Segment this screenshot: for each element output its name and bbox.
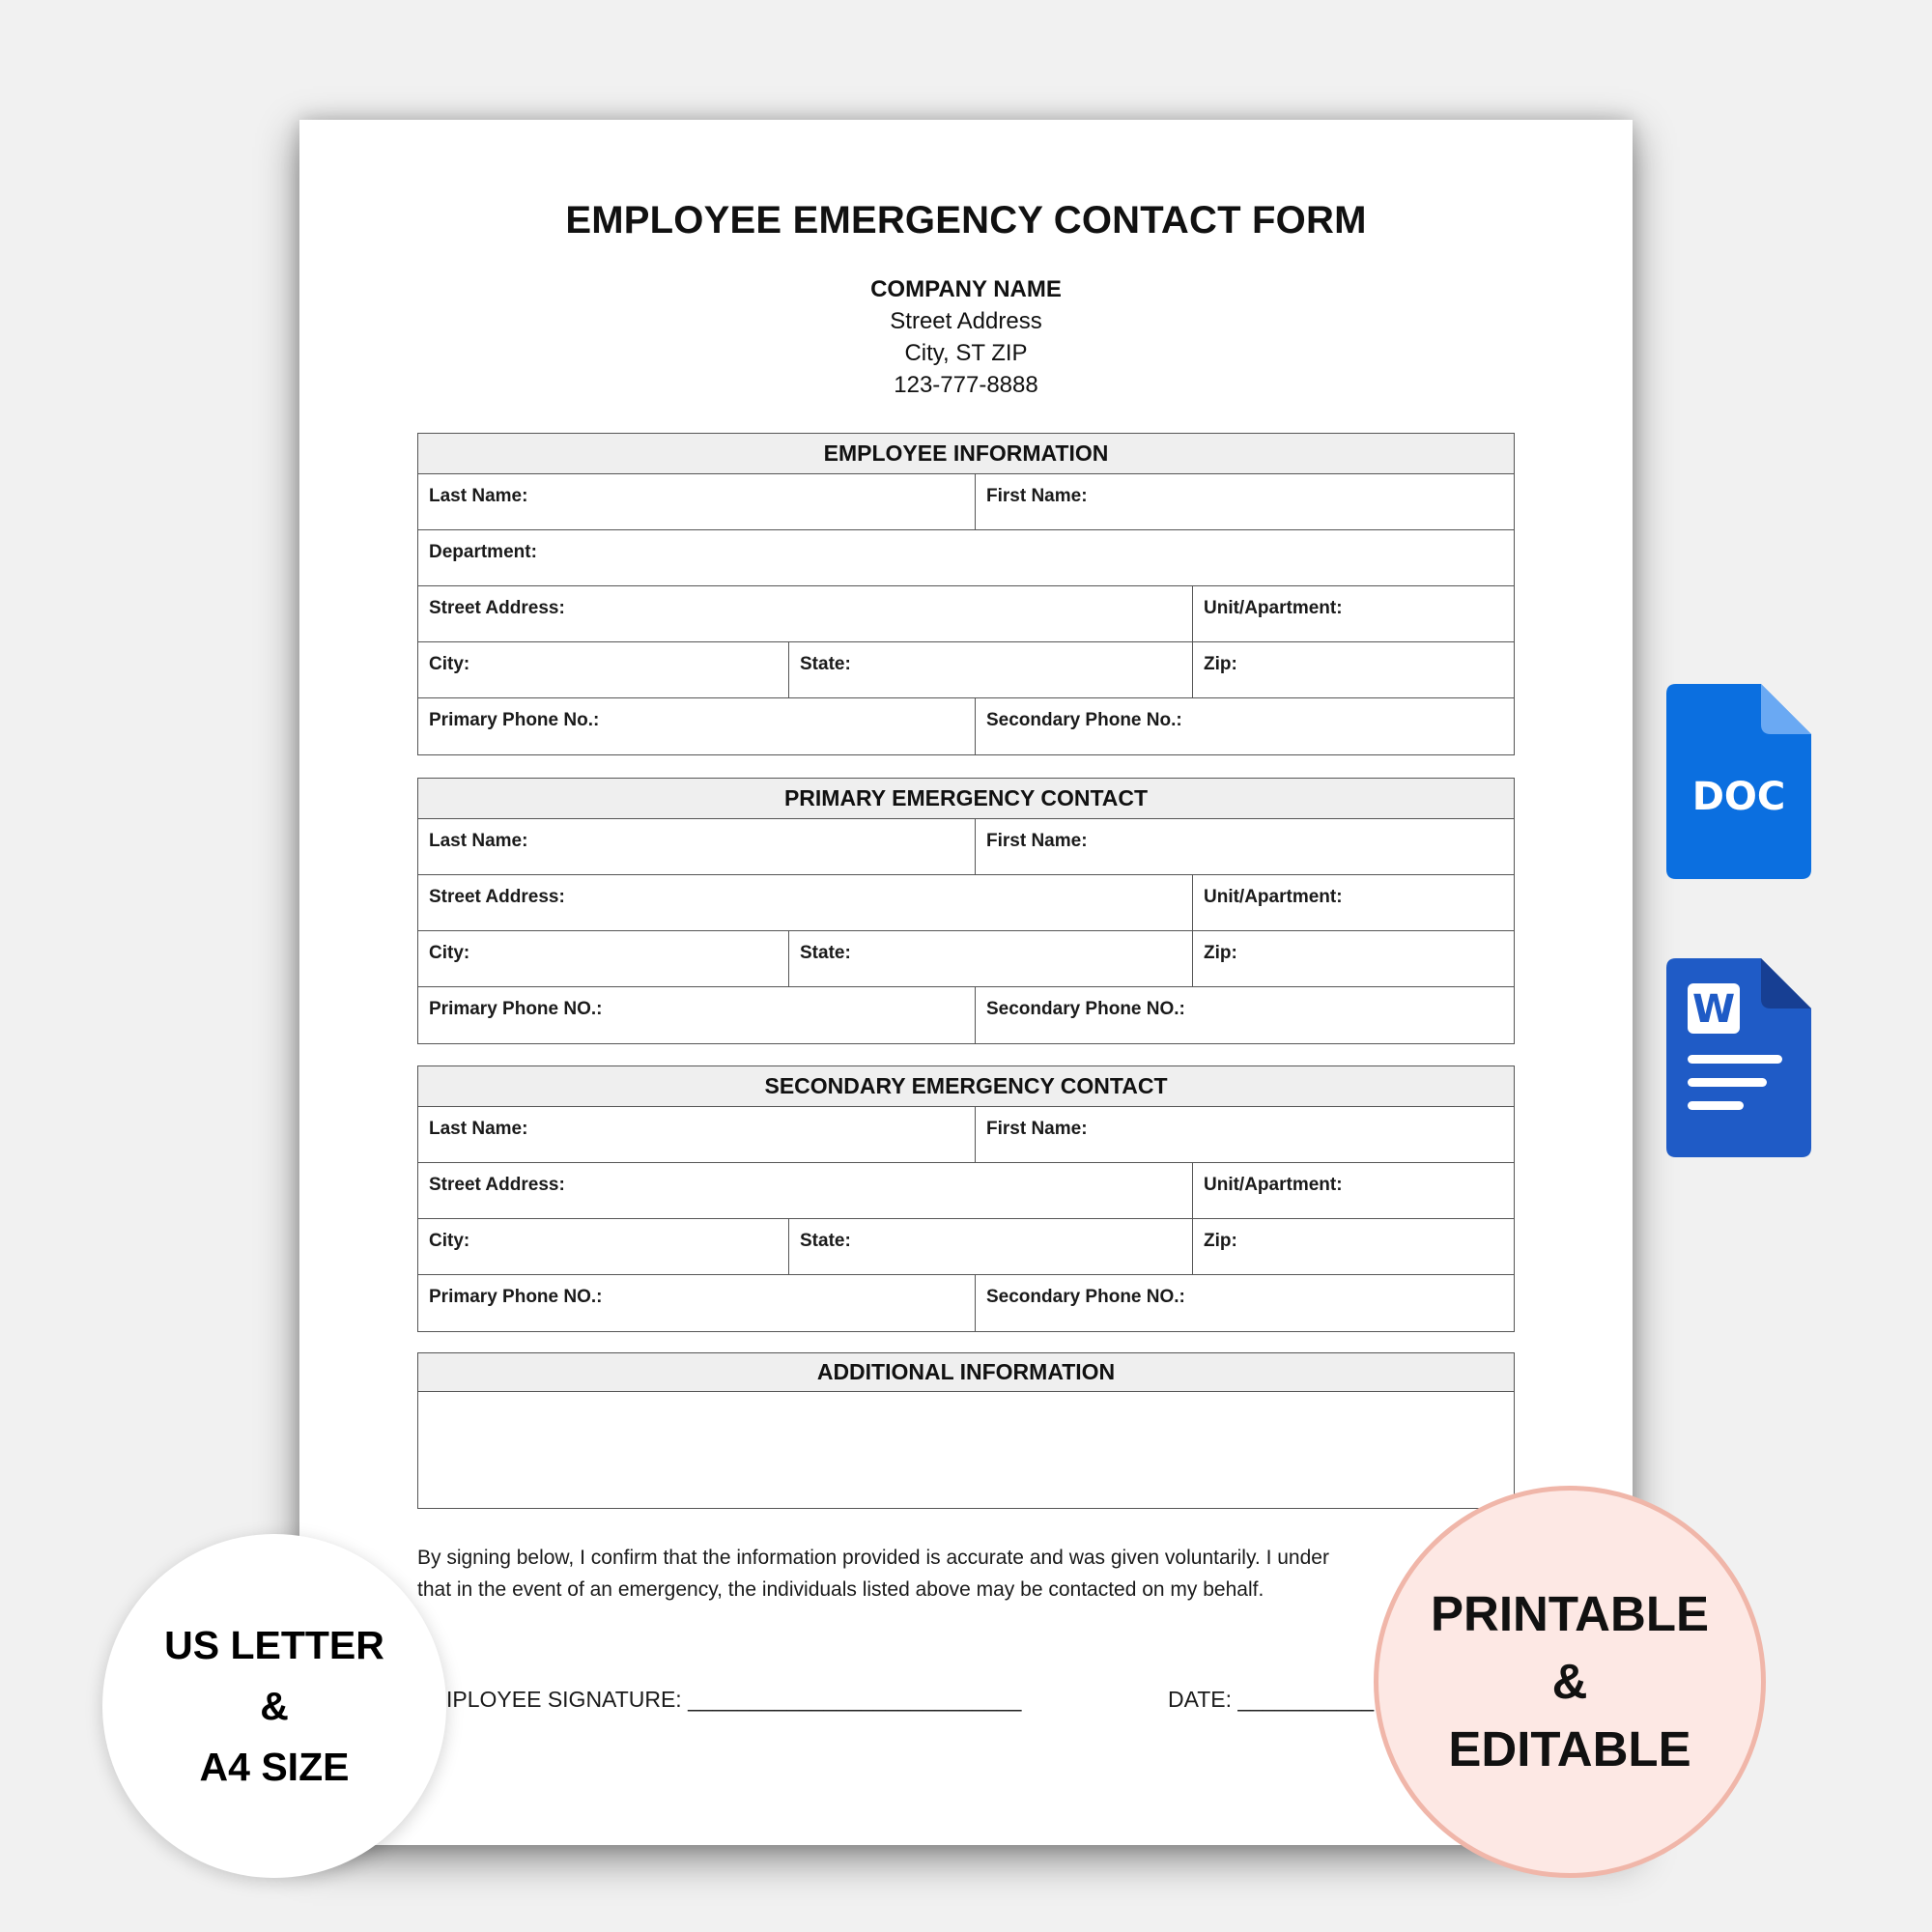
first-name-field[interactable]: First Name:	[986, 1119, 1088, 1139]
unit-apartment-field[interactable]: Unit/Apartment:	[1204, 1175, 1343, 1195]
city-field[interactable]: City:	[418, 931, 789, 986]
section-header: SECONDARY EMERGENCY CONTACT	[418, 1066, 1514, 1107]
unit-apartment-field[interactable]: Unit/Apartment:	[1204, 598, 1343, 618]
last-name-field[interactable]: Last Name:	[418, 819, 976, 874]
form-row	[418, 931, 1514, 987]
additional-information-field[interactable]	[418, 1392, 1514, 1508]
form-row	[418, 474, 1514, 530]
city-field[interactable]: City:	[418, 642, 789, 697]
form-row	[418, 530, 1514, 586]
disclaimer-line: By signing below, I confirm that the information provided is accurate and was given voluntarily. I under	[417, 1547, 1329, 1569]
last-name-field[interactable]: Last Name:	[418, 1107, 976, 1162]
company-phone: 123-777-8888	[894, 372, 1038, 398]
primary-phone-field[interactable]: Primary Phone NO.:	[418, 987, 976, 1043]
zip-field[interactable]: Zip:	[1204, 943, 1237, 963]
state-field[interactable]: State:	[789, 642, 1193, 697]
disclaimer-text	[417, 1542, 1432, 1605]
form-row	[418, 819, 1514, 875]
form-row	[418, 586, 1514, 642]
word-letter: W	[1691, 987, 1736, 1032]
form-row	[418, 642, 1514, 698]
size-badge-line: A4 SIZE	[199, 1744, 350, 1789]
word-file-icon	[1666, 958, 1811, 1157]
section-header: PRIMARY EMERGENCY CONTACT	[418, 779, 1514, 819]
form-row	[418, 875, 1514, 931]
zip-field[interactable]: Zip:	[1204, 1231, 1237, 1251]
primary-phone-field[interactable]: Primary Phone NO.:	[418, 1275, 976, 1331]
company-street: Street Address	[890, 308, 1042, 334]
primary-phone-field[interactable]: Primary Phone No.:	[418, 698, 976, 754]
form-title: EMPLOYEE EMERGENCY CONTACT FORM	[565, 199, 1367, 242]
secondary-emergency-contact-section	[417, 1065, 1515, 1332]
printable-editable-badge	[1374, 1486, 1766, 1878]
primary-emergency-contact-section	[417, 778, 1515, 1044]
additional-information-section	[417, 1352, 1515, 1509]
secondary-phone-field[interactable]: Secondary Phone No.:	[986, 710, 1182, 730]
date-line[interactable]: DATE: ___________	[1168, 1687, 1375, 1712]
street-address-field[interactable]: Street Address:	[418, 1163, 1193, 1218]
section-header: ADDITIONAL INFORMATION	[418, 1353, 1514, 1392]
form-row	[418, 698, 1514, 754]
unit-apartment-field[interactable]: Unit/Apartment:	[1204, 887, 1343, 907]
printable-badge-line: PRINTABLE	[1430, 1586, 1710, 1641]
street-address-field[interactable]: Street Address:	[418, 875, 1193, 930]
printable-badge-line: &	[1551, 1654, 1588, 1709]
last-name-field[interactable]: Last Name:	[418, 474, 976, 529]
company-block	[0, 273, 1932, 401]
form-row	[418, 1163, 1514, 1219]
state-field[interactable]: State:	[789, 931, 1193, 986]
first-name-field[interactable]: First Name:	[986, 831, 1088, 851]
secondary-phone-field[interactable]: Secondary Phone NO.:	[986, 1287, 1185, 1307]
company-city: City, ST ZIP	[904, 340, 1028, 366]
state-field[interactable]: State:	[789, 1219, 1193, 1274]
zip-field[interactable]: Zip:	[1204, 654, 1237, 674]
doc-file-icon	[1666, 684, 1811, 879]
disclaimer-line: that in the event of an emergency, the individuals listed above may be contacted on my behalf.	[417, 1578, 1264, 1601]
form-row	[418, 1219, 1514, 1275]
company-name: COMPANY NAME	[870, 276, 1062, 302]
first-name-field[interactable]: First Name:	[986, 486, 1088, 506]
employee-information-section	[417, 433, 1515, 755]
employee-signature-line[interactable]: IPLOYEE SIGNATURE: ___________________________	[446, 1687, 1022, 1712]
form-row	[418, 1107, 1514, 1163]
secondary-phone-field[interactable]: Secondary Phone NO.:	[986, 999, 1185, 1019]
doc-label: DOC	[1691, 775, 1786, 819]
size-badge-line: &	[260, 1683, 289, 1728]
printable-badge-line: EDITABLE	[1448, 1721, 1691, 1776]
size-badge	[102, 1534, 446, 1878]
form-row	[418, 987, 1514, 1043]
street-address-field[interactable]: Street Address:	[418, 586, 1193, 641]
city-field[interactable]: City:	[418, 1219, 789, 1274]
form-row	[418, 1275, 1514, 1331]
size-badge-line: US LETTER	[164, 1622, 384, 1667]
section-header: EMPLOYEE INFORMATION	[418, 434, 1514, 474]
department-field[interactable]: Department:	[429, 542, 537, 562]
